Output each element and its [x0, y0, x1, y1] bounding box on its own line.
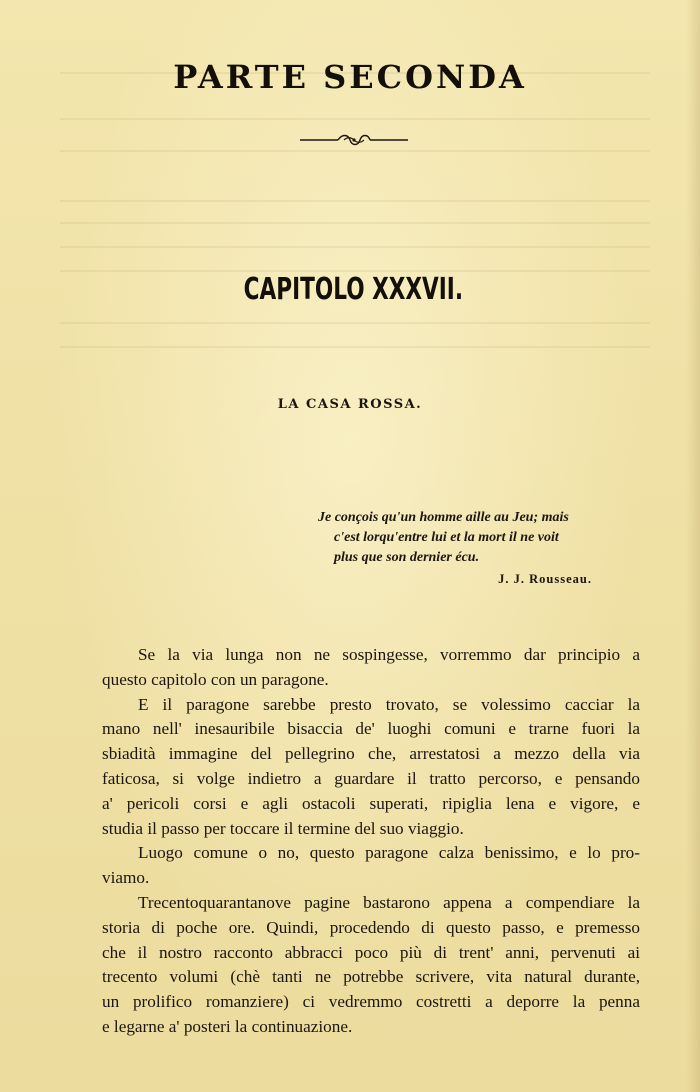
- bleed-through-line: [60, 222, 650, 224]
- body-text: [66, 643, 640, 1040]
- epigraph-author: J. J. Rousseau.: [498, 572, 592, 586]
- text-line: faticosa, si volge indietro a guardare il tratto percorso, e pensando: [102, 768, 640, 788]
- bleed-through-line: [60, 150, 650, 152]
- decorative-rule-icon: [300, 132, 408, 148]
- text-line: Trecentoquarantanove pagine bastarono appena a compendiare la: [138, 892, 640, 912]
- text-line: studia il passo per toccare il termine del suo viaggio.: [102, 818, 464, 838]
- text-line: viamo.: [102, 868, 150, 888]
- bleed-through-line: [60, 118, 650, 120]
- section-title: LA CASA ROSSA.: [277, 397, 423, 412]
- epigraph-line: Je conçois qu'un homme aille au Jeu; mais: [318, 510, 569, 525]
- text-line: sbiadità immagine del pellegrino che, arrestatosi a mezzo della via: [102, 744, 640, 764]
- epigraph: [318, 508, 648, 589]
- epigraph-line: c'est lorqu'entre lui et la mort il ne voit: [334, 530, 559, 545]
- text-line: mano nell' inesauribile bisaccia de' luoghi comuni e trarne fuori la: [102, 719, 640, 739]
- text-line: e legarne a' posteri la continuazione.: [102, 1016, 353, 1036]
- bleed-through-line: [60, 246, 650, 248]
- text-line: storia di poche ore. Quindi, procedendo di questo passo, e premesso: [102, 917, 640, 937]
- paragraph: [66, 891, 640, 1040]
- text-line: un prolifico romanziere) ci vedremmo costretti a deporre la penna: [102, 992, 640, 1012]
- text-line: a' pericoli corsi e agli ostacoli superati, ripiglia lena e vigore, e: [102, 793, 640, 813]
- paragraph: [66, 841, 640, 891]
- page-edge-shadow: [686, 0, 700, 1092]
- part-title: PARTE SECONDA: [173, 58, 527, 96]
- epigraph-line: plus que son dernier écu.: [334, 550, 480, 565]
- chapter-title: CAPITOLO XXXVII.: [243, 272, 464, 307]
- text-line: questo capitolo con un paragone.: [102, 669, 329, 689]
- text-line: E il paragone sarebbe presto trovato, se volessimo cacciar la: [138, 694, 640, 714]
- bleed-through-line: [60, 322, 650, 324]
- bleed-through-line: [60, 346, 650, 348]
- bleed-through-line: [60, 200, 650, 202]
- text-line: trecento volumi (chè tanti ne potrebbe scrivere, vita natural durante,: [102, 967, 640, 987]
- text-line: che il nostro racconto abbracci poco più di trent' anni, pervenuti ai: [102, 942, 640, 962]
- text-line: Luogo comune o no, questo paragone calza benissimo, e lo pro-: [138, 843, 640, 863]
- paragraph: [66, 643, 640, 693]
- text-line: Se la via lunga non ne sospingesse, vorremmo dar principio a: [138, 645, 640, 664]
- paragraph: [66, 693, 640, 842]
